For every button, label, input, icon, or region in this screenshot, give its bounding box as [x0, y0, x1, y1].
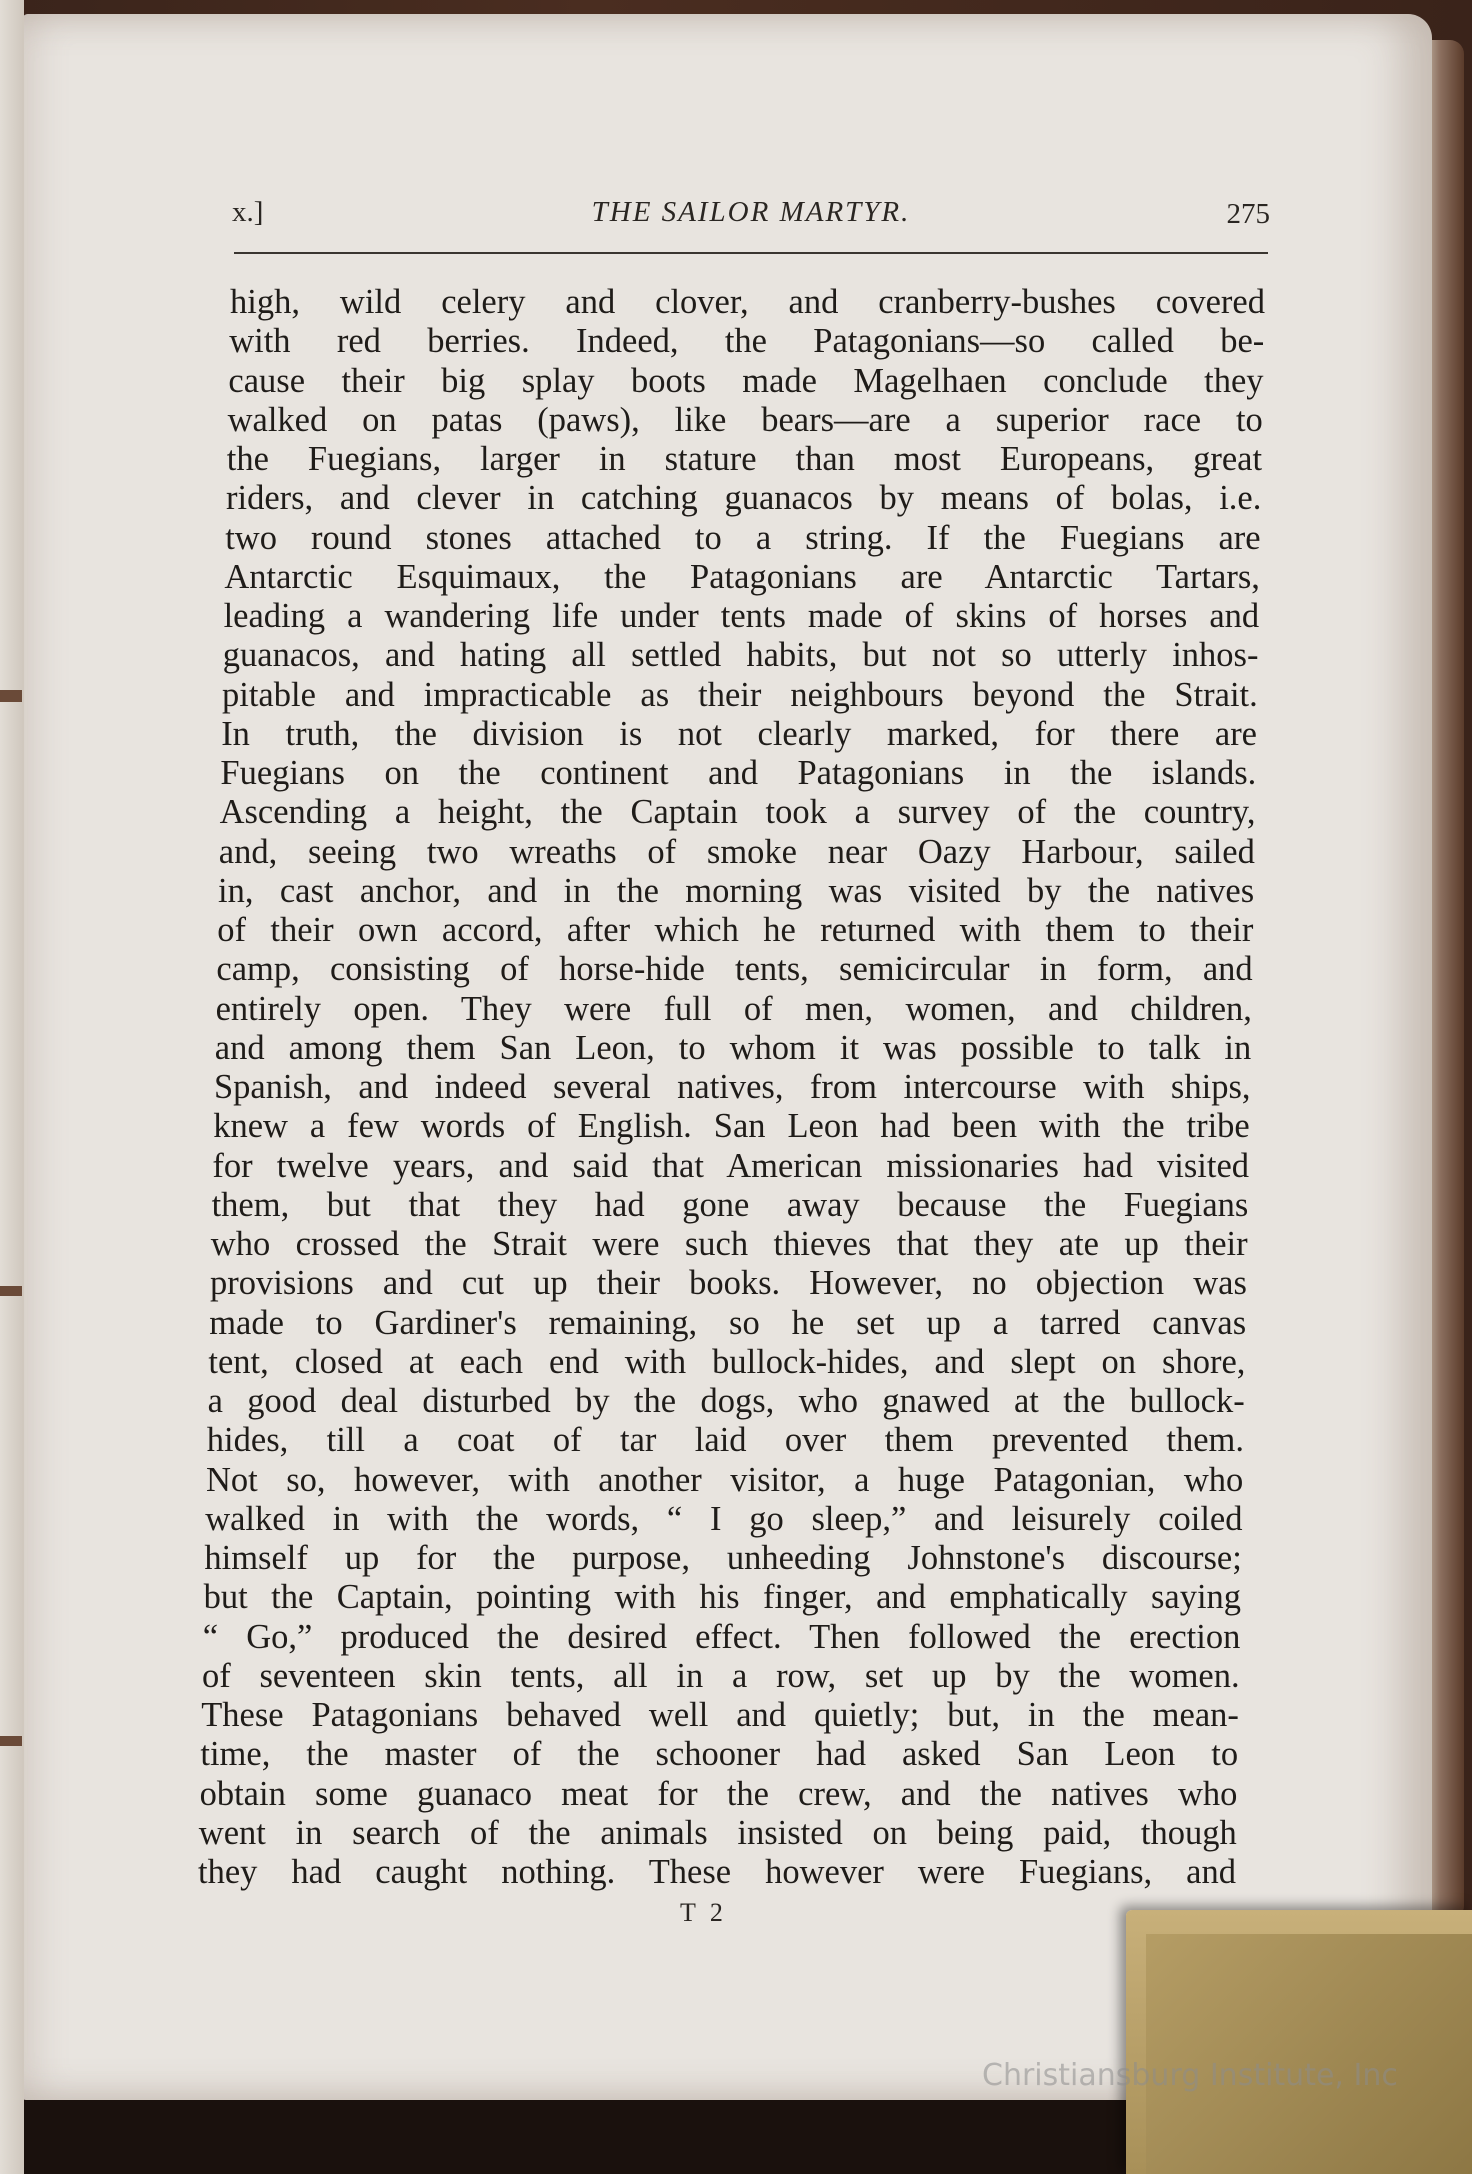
section-mark: x.]: [232, 196, 264, 228]
text-line: the Fuegians, larger in stature than most Europeans, great: [226, 440, 1263, 478]
text-line: went in search of the animals insisted on being paid, though: [198, 1813, 1237, 1852]
watermark: Christiansburg Institute, Inc: [982, 2058, 1398, 2093]
page-tab-marker: [0, 690, 22, 702]
text-line: made to Gardiner's remaining, so he set up a tarred canvas: [209, 1303, 1247, 1342]
text-line: camp, consisting of horse-hide tents, semicircular in form, and: [216, 950, 1253, 989]
text-line: but the Captain, pointing with his finger, and emphatically saying: [203, 1578, 1242, 1617]
text-line: in, cast anchor, and in the morning was visited by the natives: [218, 871, 1255, 910]
page-tab-marker: [0, 1286, 22, 1296]
text-line: them, but that they had gone away because the Fuegians: [211, 1185, 1249, 1224]
text-line: In truth, the division is not clearly marked, for there are: [221, 714, 1257, 753]
header-rule: [234, 252, 1268, 254]
text-line: Spanish, and indeed several natives, from intercourse with ships,: [214, 1068, 1251, 1106]
text-line: walked in with the words, “ I go sleep,” and leisurely coiled: [205, 1499, 1243, 1538]
running-header: [232, 196, 1270, 256]
text-line: leading a wandering life under tents made of skins of horses and: [223, 597, 1260, 635]
text-line: These Patagonians behaved well and quietly; but, in the mean-: [201, 1696, 1239, 1734]
text-line: of their own accord, after which he returned with them to their: [217, 911, 1254, 949]
text-line: himself up for the purpose, unheeding Johnstone's discourse;: [204, 1539, 1242, 1577]
page-number: 275: [1226, 198, 1270, 230]
text-line: Fuegians on the continent and Patagonians in the islands.: [220, 754, 1257, 792]
text-line: and among them San Leon, to whom it was possible to talk in: [214, 1028, 1252, 1067]
text-line: Ascending a height, the Captain took a survey of the country,: [219, 793, 1256, 832]
signature-mark: T 2: [680, 1898, 727, 1927]
text-line: of seventeen skin tents, all in a row, set up by the women.: [202, 1656, 1240, 1695]
gilt-plate-inner: [1146, 1934, 1472, 2174]
text-line: time, the master of the schooner had asked San Leon to: [200, 1735, 1239, 1774]
running-title: THE SAILOR MARTYR.: [591, 196, 911, 228]
text-line: knew a few words of English. San Leon had been with the tribe: [213, 1107, 1250, 1146]
facing-page-edge: [0, 0, 24, 2174]
text-line: riders, and clever in catching guanacos by means of bolas, i.e.: [226, 479, 1262, 518]
text-line: entirely open. They were full of men, women, and children,: [215, 989, 1252, 1028]
text-line: walked on patas (paws), like bears—are a superior race to: [227, 400, 1263, 439]
text-line: for twelve years, and said that American missionaries had visited: [212, 1146, 1250, 1185]
text-line: hides, till a coat of tar laid over them prevented them.: [206, 1421, 1244, 1460]
text-line: pitable and impracticable as their neighbours beyond the Strait.: [222, 675, 1258, 714]
text-line: tent, closed at each end with bullock-hides, and slept on shore,: [208, 1342, 1246, 1381]
book-page: [22, 14, 1432, 2100]
text-line: a good deal disturbed by the dogs, who gnawed at the bullock-: [207, 1382, 1245, 1420]
gilt-plate: [1126, 1910, 1472, 2174]
text-line: Not so, however, with another visitor, a huge Patagonian, who: [206, 1460, 1244, 1499]
text-line: cause their big splay boots made Magelhaen conclude they: [228, 361, 1264, 400]
text-line: who crossed the Strait were such thieves that they ate up their: [210, 1225, 1248, 1263]
text-line: “ Go,” produced the desired effect. Then followed the erection: [202, 1617, 1241, 1656]
text-line: guanacos, and hating all settled habits, but not so utterly inhos-: [222, 636, 1259, 675]
text-line: obtain some guanaco meat for the crew, and the natives who: [199, 1774, 1238, 1813]
page-tab-marker: [0, 1736, 22, 1746]
text-line: and, seeing two wreaths of smoke near Oazy Harbour, sailed: [218, 832, 1255, 871]
text-line: with red berries. Indeed, the Patagonians—so called be-: [229, 322, 1265, 361]
text-line: Antarctic Esquimaux, the Patagonians are Antarctic Tartars,: [224, 557, 1260, 596]
text-line: provisions and cut up their books. However, no objection was: [210, 1264, 1247, 1303]
text-line: two round stones attached to a string. If the Fuegians are: [225, 518, 1261, 557]
text-line: high, wild celery and clover, and cranberry-bushes covered: [230, 283, 1265, 321]
text-line: they had caught nothing. These however were Fuegians, and: [198, 1853, 1236, 1891]
